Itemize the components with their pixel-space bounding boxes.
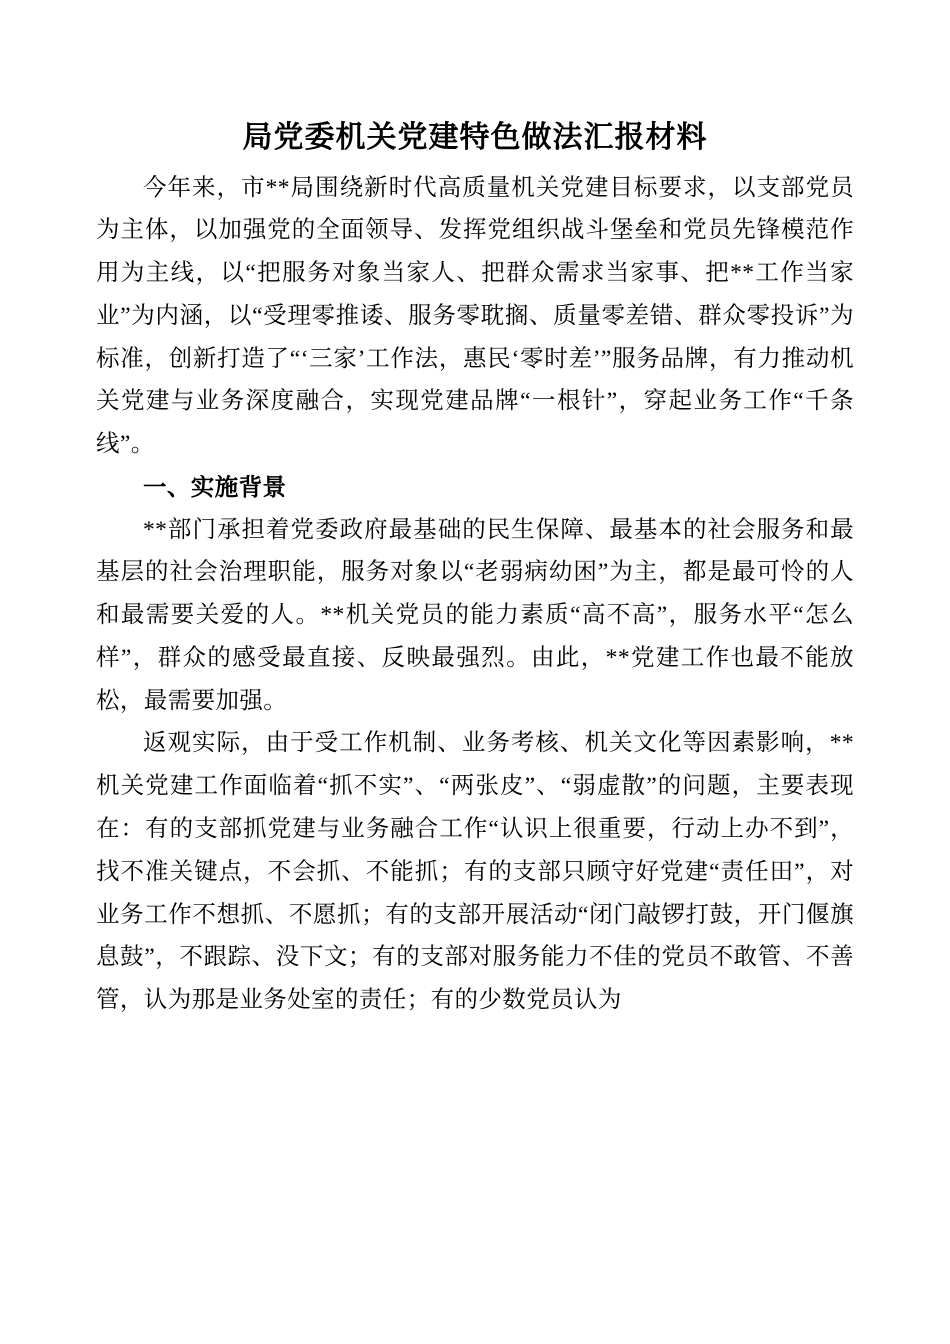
- page-title: 局党委机关党建特色做法汇报材料: [242, 120, 708, 155]
- paragraph-background-1: **部门承担着党委政府最基础的民生保障、最基本的社会服务和最基层的社会治理职能，服务对象以“老弱病幼困”为主，都是最可怜的人和最需要关爱的人。**机关党员的能力素质“高不高”，服务水平“怎么样”，群众的感受最直接、反映最强烈。由此，**党建工作也最不能放松，最需要加强。: [96, 516, 854, 714]
- section-heading-background: 一、实施背景: [143, 472, 287, 501]
- paragraph-background-2: 返观实际，由于受工作机制、业务考核、机关文化等因素影响，**机关党建工作面临着“抓不实”、“两张皮”、“弱虚散”的问题，主要表现在：有的支部抓党建与业务融合工作“认识上很重要，行动上办不到”，找不准关键点，不会抓、不能抓；有的支部只顾守好党建“责任田”，对业务工作不想抓、不愿抓；有的支部开展活动“闭门敲锣打鼓，开门偃旗息鼓”，不跟踪、没下文；有的支部对服务能力不佳的党员不敢管、不善管，认为那是业务处室的责任；有的少数党员认为: [96, 730, 854, 1014]
- paragraph-intro: 今年来，市**局围绕新时代高质量机关党建目标要求，以支部党员为主体，以加强党的全面领导、发挥党组织战斗堡垒和党员先锋模范作用为主线，以“把服务对象当家人、把群众需求当家事、把**工作当家业”为内涵，以“受理零推诿、服务零耽搁、质量零差错、群众零投诉”为标准，创新打造了“‘三家’工作法，惠民‘零时差’”服务品牌，有力推动机关党建与业务深度融合，实现党建品牌“一根针”，穿起业务工作“千条线”。: [96, 174, 854, 458]
